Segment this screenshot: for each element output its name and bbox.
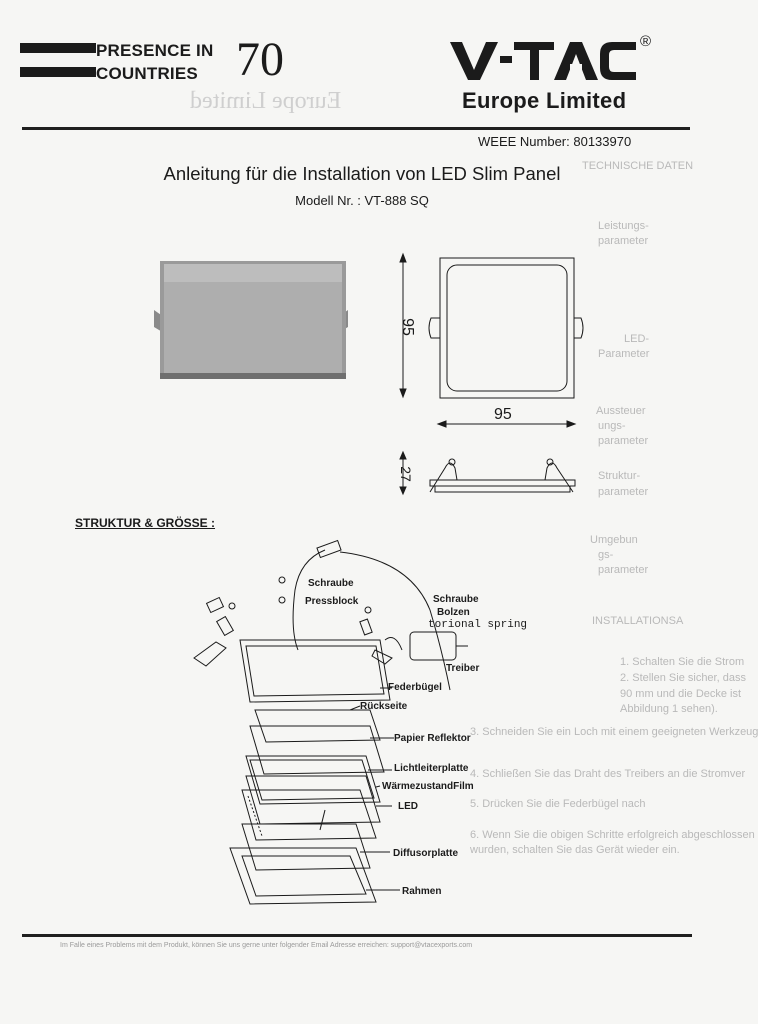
part-label-rueckseite: Rückseite — [360, 701, 408, 712]
part-label-treiber: Treiber — [446, 663, 480, 674]
header-divider — [22, 127, 690, 130]
ghost-line: Aussteuer — [596, 405, 646, 417]
presence-bar-top — [20, 43, 96, 53]
ghost-line: Struktur- — [598, 470, 641, 482]
ghost-logo-text: Europe Limited — [190, 88, 342, 114]
part-label-federbuegel: Federbügel — [388, 682, 442, 693]
part-label-torsion-spring: torional spring — [428, 619, 528, 631]
part-label-rahmen: Rahmen — [402, 886, 442, 897]
ghost-line: Umgebun — [590, 534, 638, 546]
side-view-drawing — [395, 450, 585, 500]
ghost-line: wurden, schalten Sie das Gerät wieder ein. — [470, 844, 680, 856]
ghost-line: parameter — [598, 235, 649, 247]
model-number: Modell Nr. : VT-888 SQ — [295, 193, 429, 208]
part-label-pressblock: Pressblock — [305, 596, 359, 607]
part-label-led: LED — [398, 801, 418, 812]
ghost-line: Parameter — [598, 348, 650, 360]
depth-dimension: 27 — [397, 466, 414, 482]
section-heading: STRUKTUR & GRÖSSE : — [75, 516, 216, 530]
part-label-schraube-2: Schraube — [433, 594, 479, 605]
product-photo — [150, 255, 355, 385]
weee-number: WEEE Number: 80133970 — [478, 134, 632, 149]
part-label-papier-reflektor: Papier Reflektor — [394, 733, 471, 744]
ghost-line: 1. Schalten Sie die Strom — [620, 656, 745, 668]
footer-divider — [22, 934, 692, 937]
ghost-line: parameter — [598, 564, 649, 576]
document-title: Anleitung für die Installation von LED Slim Panel — [163, 163, 561, 184]
ghost-line: ungs- — [598, 420, 626, 432]
presence-line1: PRESENCE IN — [96, 41, 214, 60]
presence-bar-bottom — [20, 67, 96, 77]
ghost-line: TECHNISCHE DATEN — [582, 160, 694, 172]
ghost-line: 2. Stellen Sie sicher, dass — [620, 672, 746, 684]
ghost-line: 6. Wenn Sie die obigen Schritte erfolgreich abgeschlossen — [470, 829, 755, 841]
ghost-line: parameter — [598, 435, 649, 447]
width-dimension: 95 — [494, 406, 512, 423]
ghost-line: 4. Schließen Sie das Draht des Treibers an die Stromver — [470, 768, 746, 780]
vtac-logo — [448, 36, 638, 86]
ghost-line: INSTALLATIONSA — [592, 615, 684, 627]
part-label-waermezustandfilm: WärmezustandFilm — [382, 781, 474, 792]
ghost-line: Abbildung 1 sehen). — [620, 703, 718, 715]
height-dimension: 95 — [398, 318, 416, 336]
registered-mark: ® — [640, 33, 652, 50]
ghost-line: gs- — [598, 549, 614, 561]
part-label-diffusorplatte: Diffusorplatte — [393, 848, 458, 859]
presence-text — [96, 39, 213, 85]
ghost-line: parameter — [598, 486, 649, 498]
presence-number: 70 — [236, 33, 284, 86]
part-label-schraube: Schraube — [308, 578, 354, 589]
part-label-bolzen: Bolzen — [437, 607, 470, 618]
part-label-lichtleiterplatte: Lichtleiterplatte — [394, 763, 469, 774]
presence-line2: COUNTRIES — [96, 64, 198, 83]
ghost-line: 90 mm und die Decke ist — [620, 688, 742, 700]
brand-subtitle: Europe Limited — [462, 88, 627, 113]
ghost-line: 3. Schneiden Sie ein Loch mit einem geeigneten Werkzeug — [470, 726, 758, 738]
footer-bleed-text: Im Falle eines Problems mit dem Produkt, können Sie uns gerne unter folgender Email Adresse erreichen: support@vtacexports.com — [60, 942, 473, 949]
ghost-line: Leistungs- — [598, 220, 649, 232]
ghost-line: LED- — [624, 333, 650, 345]
top-view-drawing — [395, 252, 595, 432]
ghost-line: 5. Drücken Sie die Federbügel nach — [470, 798, 646, 810]
